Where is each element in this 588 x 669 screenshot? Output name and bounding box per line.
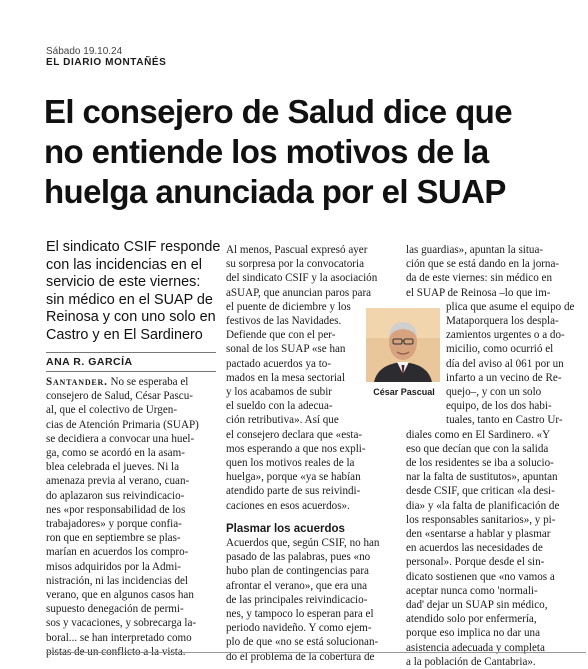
body-line: el puente de diciembre y los bbox=[226, 300, 351, 313]
body-line: pactado acuerdos ya to- bbox=[226, 357, 332, 370]
body-line: afrontar el verano», que era una bbox=[226, 579, 368, 592]
body-line: verano, que en algunos casos han bbox=[46, 589, 194, 602]
byline: ANA R. GARCÍA bbox=[46, 356, 133, 368]
body-line: do aplazaron sus reivindicacio- bbox=[46, 489, 185, 502]
body-line: del sindicato CSIF y la asociación bbox=[226, 272, 378, 285]
body-line: hubo plan de contingencias para bbox=[226, 565, 369, 578]
photo-caption: César Pascual bbox=[373, 387, 435, 397]
summary-line: El sindicato CSIF responde bbox=[46, 239, 221, 255]
body-line: el consejero declara que «esta- bbox=[226, 428, 363, 441]
body-line: Defiende que con el per- bbox=[226, 329, 336, 342]
body-line: misos adquiridos por la Admi- bbox=[46, 560, 181, 573]
body-line: de los residentes se iba a solucio- bbox=[406, 457, 554, 470]
body-line: nes «por responsabilidad de los bbox=[46, 503, 186, 516]
column-1 bbox=[46, 375, 199, 659]
body-line: plica que asume el equipo de bbox=[446, 300, 575, 313]
body-line: dia» y «la falta de planificación de bbox=[406, 499, 560, 512]
summary-line: Reinosa y con uno solo en bbox=[46, 309, 216, 326]
headline-line: no entiende los motivos de la bbox=[44, 133, 489, 170]
body-line: pistas de un conflicto a la vista. bbox=[46, 645, 186, 658]
body-line: día del aviso al 061 por un bbox=[446, 357, 564, 370]
body-line: dicato sostienen que «no vamos a bbox=[406, 570, 555, 583]
body-line: micilio, como ocurrió el bbox=[446, 343, 554, 356]
body-line: boral... se han interpretado como bbox=[46, 631, 192, 644]
body-line: Al menos, Pascual expresó ayer bbox=[226, 244, 368, 256]
body-line: ción que se está dando en la jorna- bbox=[406, 258, 560, 271]
body-line: do el problema de la cobertura de bbox=[226, 650, 375, 663]
body-line: de las principales reivindicacio- bbox=[226, 593, 368, 606]
body-line: ron que en septiembre se plas- bbox=[46, 532, 181, 545]
body-line: marían en acuerdos los compro- bbox=[46, 546, 189, 559]
summary-line: servicio de este viernes: bbox=[46, 274, 201, 291]
body-line: Mataporquera los despla- bbox=[446, 315, 559, 328]
body-line: nes, y tampoco lo esperan para el bbox=[226, 608, 374, 621]
body-line: consejero de Salud, César Pascu- bbox=[46, 390, 193, 403]
body-line: sonal de los SUAP «se han bbox=[226, 343, 346, 356]
body-line: mos esperando a que nos expli- bbox=[226, 442, 366, 455]
body-line: aceptar nunca como 'normali- bbox=[406, 584, 538, 597]
body-line: porque eso implica no dar una bbox=[406, 627, 541, 640]
body-line: trabajadores» y porque confia- bbox=[46, 518, 182, 531]
portrait-illustration bbox=[366, 308, 440, 382]
body-line: festivos de las Navidades. bbox=[226, 315, 342, 328]
column-2 bbox=[226, 243, 379, 664]
headline-line: huelga anunciada por el SUAP bbox=[44, 173, 506, 210]
summary-line: Castro y en El Sardinero bbox=[46, 326, 203, 343]
body-line: tuales, tanto en Castro Ur- bbox=[446, 414, 563, 427]
body-line: supuesto denegación de permi- bbox=[46, 603, 184, 616]
body-line: da de este viernes: sin médico en bbox=[406, 272, 553, 285]
body-line: al, que el colectivo de Urgen- bbox=[46, 404, 178, 417]
body-line: quen los motivos reales de la bbox=[226, 457, 355, 470]
body-line: el SUAP de Reinosa –lo que im- bbox=[406, 286, 551, 299]
body-line: diales como en El Sardinero. «Y bbox=[406, 428, 551, 441]
body-line: en acuerdos las necesidades de bbox=[406, 542, 543, 555]
body-line: blea celebrada el jueves. Ni la bbox=[46, 461, 180, 474]
body-line: sos y vacaciones, y sobrecarga la- bbox=[46, 617, 197, 630]
headline bbox=[44, 92, 564, 212]
body-line: pasado de las palabras, pues «no bbox=[226, 551, 371, 564]
body-line: periodo navideño. Y como ejem- bbox=[226, 622, 372, 635]
body-line: y los acabamos de subir bbox=[226, 386, 332, 399]
byline-top-rule bbox=[46, 352, 216, 353]
body-line: atendido solo por enfermería, bbox=[406, 613, 537, 626]
body-line: aSUAP, que anuncian paros para bbox=[226, 286, 372, 299]
body-line: eso que decían que con la salida bbox=[406, 442, 549, 455]
body-line: ción retributiva». Así que bbox=[226, 414, 339, 427]
body-line: atendido parte de sus reivindi- bbox=[226, 485, 361, 498]
body-line: ga, como se acordó en la asam- bbox=[46, 447, 185, 460]
bottom-rule bbox=[46, 652, 586, 653]
body-line: Santander. No se esperaba el bbox=[46, 376, 189, 388]
body-line: Acuerdos que, según CSIF, no han bbox=[226, 537, 380, 550]
body-line: cias de Atención Primaria (SUAP) bbox=[46, 418, 199, 431]
body-line: personal». Porque desde el sin- bbox=[406, 556, 545, 569]
byline-bottom-rule bbox=[46, 371, 216, 372]
body-line: las guardias», apuntan la situa- bbox=[406, 244, 544, 256]
column-3 bbox=[406, 243, 574, 669]
body-line: asistencia adecuada y completa bbox=[406, 641, 545, 654]
body-line: caciones en esos acuerdos». bbox=[226, 499, 350, 512]
body-line: nistración, ni las incidencias del bbox=[46, 574, 189, 587]
body-line: nar la falta de sustitutos», apuntan bbox=[406, 471, 558, 484]
body-line: infarto a un vecino de Re- bbox=[446, 371, 562, 384]
body-line: plo de que «no se está solucionan- bbox=[226, 636, 379, 649]
portrait-photo bbox=[366, 308, 440, 382]
body-line: den «sentarse a hablar y plasmar bbox=[406, 528, 551, 541]
body-line: desde CSIF, que critican «la desi- bbox=[406, 485, 555, 498]
body-line: el sueldo con la adecua- bbox=[226, 400, 333, 413]
dateline-city: Santander. bbox=[46, 376, 108, 388]
summary-line: sin médico en el SUAP de bbox=[46, 291, 213, 308]
body-line: los responsables sanitarios», y pi- bbox=[406, 513, 556, 526]
body-line: dad' dejar un SUAP sin médico, bbox=[406, 599, 548, 612]
body-line: su sorpresa por la convocatoria bbox=[226, 258, 365, 271]
section-subhead: Plasmar los acuerdos bbox=[226, 522, 345, 535]
summary-deck bbox=[46, 239, 224, 345]
body-line: amenaza previa al verano, cuan- bbox=[46, 475, 190, 488]
newspaper-name: EL DIARIO MONTAÑÉS bbox=[46, 57, 167, 68]
body-line: huelga», porque «ya se habían bbox=[226, 471, 361, 484]
body-line: quejo–, y con un solo bbox=[446, 386, 542, 399]
body-line: se decidiera a convocar una huel- bbox=[46, 432, 195, 445]
summary-line: con las incidencias en el bbox=[46, 256, 202, 273]
publication-date: Sábado 19.10.24 bbox=[46, 46, 123, 57]
body-line: equipo, de los dos habi- bbox=[446, 400, 552, 413]
body-line: mados en la mesa sectorial bbox=[226, 371, 345, 384]
body-line: a la población de Cantabria». bbox=[406, 655, 536, 668]
headline-line: El consejero de Salud dice que bbox=[44, 93, 512, 130]
body-line: zamientos urgentes o a do- bbox=[446, 329, 565, 342]
